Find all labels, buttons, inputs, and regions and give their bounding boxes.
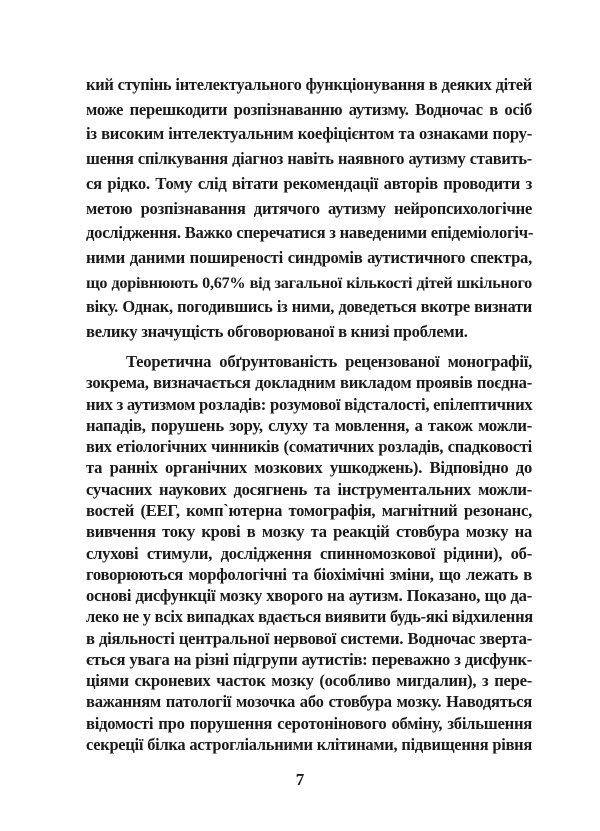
text-line: важанням патології мозочка або стовбура мозку. Наводяться (86, 692, 532, 712)
text-line: нападів, порушень зору, слуху та мовлення, а також можли- (86, 415, 532, 435)
text-line: відомості про порушення серотонінового обміну, збільшення (86, 713, 532, 733)
text-line: зокрема, визначається докладним викладом проявів поєдна- (86, 373, 532, 393)
text-line: основі дисфункції мозку хворого на аутизм. Показано, що да- (86, 586, 532, 606)
page-number: 7 (295, 770, 305, 789)
text-line: сучасних наукових досягнень та інструментальних можли- (86, 479, 532, 499)
text-line: вих етіологічних чинників (соматичних розладів, спадковості (86, 437, 532, 457)
text-line: що дорівнюють 0,67% від загальної кількості дітей шкільного (86, 273, 532, 292)
text-line: востей (ЕЕГ, комп`ютерна томографія, магнітний резонанс, (86, 500, 532, 520)
text-line: ціями скроневих часток мозку (особливо мигдалин), з пере- (86, 671, 532, 691)
text-line: кий ступінь інтелектуального функціонування в деяких дітей (86, 75, 532, 94)
text-line: та ранніх органічних мозкових ушкоджень). Відповідно до (86, 458, 532, 478)
text-line: ними даними поширеності синдромів аутистичного спектра, (86, 247, 532, 267)
text-line: них з аутизмом розладів: розумової відсталості, епілептичних (86, 394, 533, 414)
text-line: ється увага на різні підгрупи аутистів: переважно з дисфунк- (86, 649, 532, 669)
text-line: метою розпізнавання дитячого аутизму нейропсихологічне (86, 198, 532, 218)
text-line: шення спілкування діагноз навіть наявного аутизму ставить- (86, 149, 532, 169)
text-line: віку. Однак, погодившись із ними, доведеться вкотре визнати (86, 297, 532, 317)
text-line: секреції білка астрогліальними клітинами, підвищення рівня (86, 735, 532, 754)
text-line: говорюються морфологічні та біохімічні зміни, що лежать в (86, 564, 532, 584)
text-line: велику значущість обговорюваної в книзі проблеми. (86, 322, 468, 341)
text-line: в діяльності центральної нервової системи. Водночас зверта- (86, 628, 532, 648)
text-line: ся рідко. Тому слід вітати рекомендації авторів проводити з (86, 173, 532, 193)
text-line: із високим інтелектуальним коефіцієнтом та ознаками пору- (86, 124, 532, 144)
text-line: слухові стимули, дослідження спинномозкової рідини), об- (86, 543, 532, 563)
text-line: може перешкодити розпізнаванню аутизму. Водночас в осіб (86, 99, 532, 119)
text-line: Теоретична обґрунтованість рецензованої монографії, (126, 352, 532, 371)
text-line: леко не у всіх випадках вдається виявити будь-які відхилення (86, 607, 533, 627)
text-line: дослідження. Важко сперечатися з наведеними епідеміологіч- (86, 223, 534, 243)
text-line: вивчення току крові в мозку та реакцій стовбура мозку на (86, 522, 532, 542)
